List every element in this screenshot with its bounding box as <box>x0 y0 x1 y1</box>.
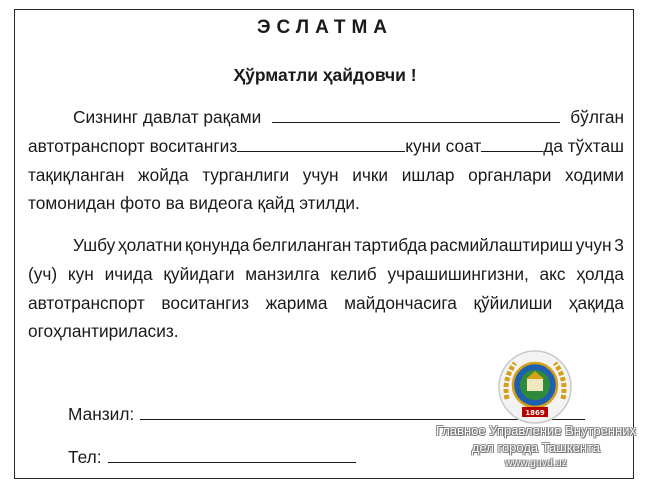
word: акс <box>539 263 566 284</box>
word: Ушбу <box>73 235 116 255</box>
word: қонунда <box>184 235 250 255</box>
watermark-line: дел города Ташкента <box>471 440 601 455</box>
watermark-line: Главное Управление Внутренних <box>435 423 637 438</box>
text-segment: куни соат <box>405 135 482 156</box>
word: органлари <box>468 164 552 185</box>
time-blank <box>481 137 543 152</box>
word: майдончасига <box>344 292 457 313</box>
paragraph-line <box>28 231 624 260</box>
paragraph-line <box>28 260 624 289</box>
word: келиб <box>330 263 377 284</box>
word: учун <box>575 235 612 255</box>
phone-field <box>68 447 356 468</box>
word: ичида <box>104 263 153 284</box>
paragraph-line <box>28 189 624 218</box>
phone-blank <box>108 448 356 463</box>
word: автотранспорт <box>28 292 145 313</box>
word: жарима <box>265 292 328 313</box>
text-segment: да тўхташ <box>543 135 624 156</box>
word: тартибда <box>354 235 428 255</box>
word: турганлиги <box>202 164 290 185</box>
text-segment: бўлган <box>570 107 624 127</box>
word: қўйилиши <box>473 292 553 313</box>
document-title: ЭСЛАТМА <box>256 17 394 38</box>
plate-number-blank <box>272 108 560 123</box>
date-blank <box>237 137 405 152</box>
word: расмийлаштириш <box>429 235 574 255</box>
paragraph-notice <box>28 103 624 218</box>
word: ходими <box>565 164 624 185</box>
greeting: Ҳўрматли ҳайдовчи ! <box>233 65 417 85</box>
word: учун <box>302 164 339 185</box>
word: қуйидаги <box>163 263 235 284</box>
police-emblem-icon <box>497 349 573 425</box>
emblem-text: 1869 <box>525 409 545 417</box>
word: ҳолатни <box>117 235 183 255</box>
word: манзилга <box>245 263 320 284</box>
text-segment: томонидан фото ва видеога қайд этилди. <box>28 193 360 214</box>
word: учрашишингизни, <box>387 263 529 284</box>
word: ички <box>352 164 389 185</box>
word: 3 <box>614 235 624 255</box>
word: жойда <box>138 164 189 185</box>
paragraph-line <box>28 161 624 190</box>
phone-label: Тел: <box>68 447 102 467</box>
word: воситангиз <box>161 292 250 313</box>
word: белгиланган <box>252 235 352 255</box>
watermark-site: www.guvd.uz <box>505 457 567 469</box>
paragraph-line <box>28 289 624 318</box>
word: (уч) <box>28 263 58 284</box>
address-label: Манзил: <box>68 404 135 424</box>
text-segment: огоҳлантириласиз. <box>28 321 179 342</box>
word: ишлар <box>401 164 455 185</box>
paragraph-warning <box>28 231 624 346</box>
paragraph-line <box>28 317 624 346</box>
word: тақиқланган <box>28 164 125 185</box>
word: кун <box>67 263 94 284</box>
paragraph-line <box>28 103 624 132</box>
text-segment: Сизнинг давлат рақами <box>73 107 262 127</box>
paragraph-line <box>28 132 624 161</box>
word: ҳолда <box>576 263 624 284</box>
word: ҳақида <box>568 292 624 313</box>
text-segment: автотранспорт воситангиз <box>28 135 238 156</box>
